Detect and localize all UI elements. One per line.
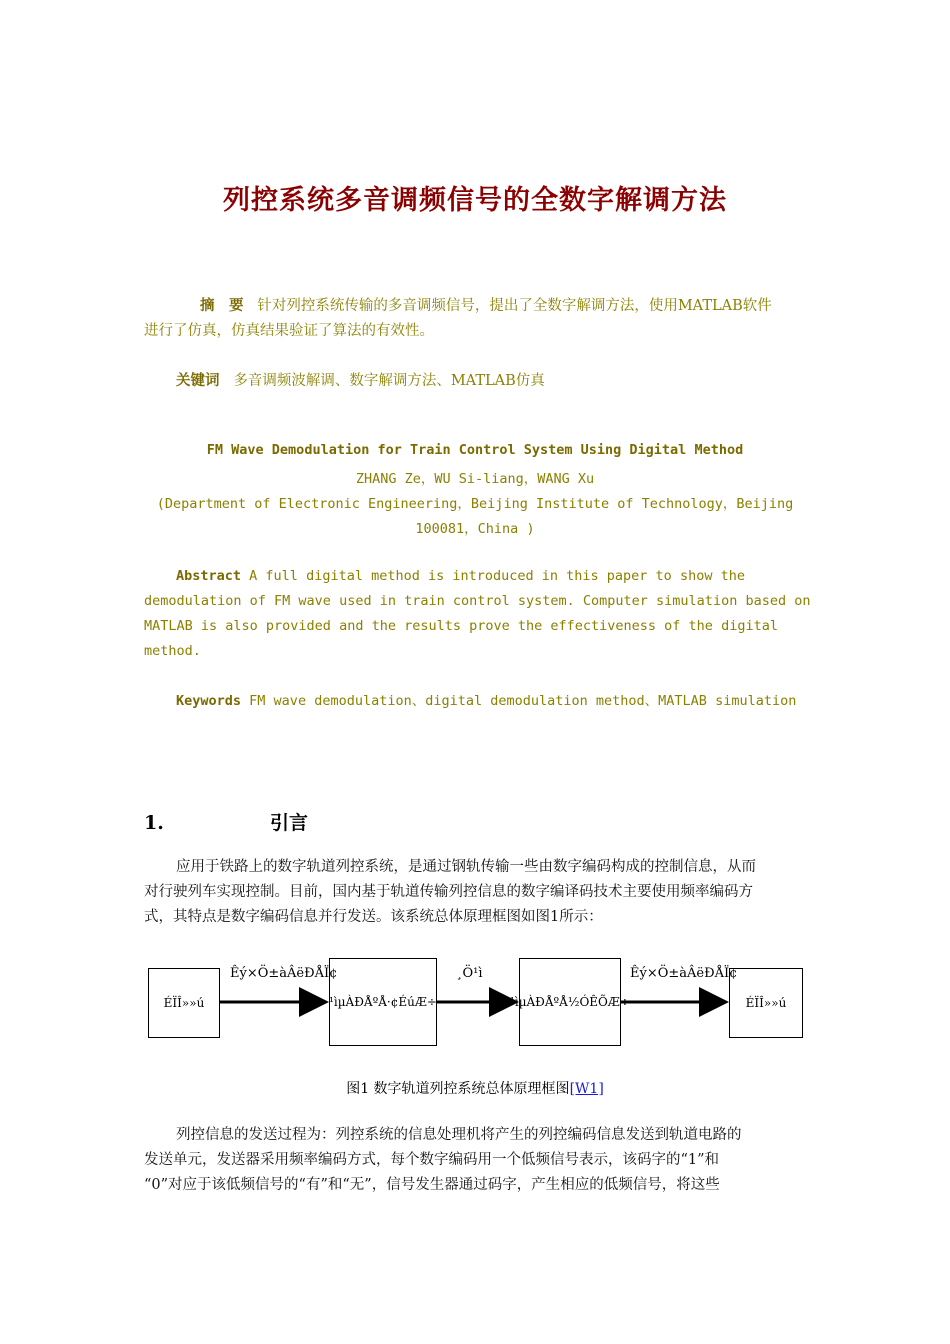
abstract-cn-line2: 进行了仿真，仿真结果验证了算法的有效性。 (144, 323, 434, 339)
section-number: 1. (144, 812, 164, 834)
english-keywords-text: FM wave demodulation、digital demodulation method、MATLAB simulation (249, 693, 797, 709)
para2-line1: 列控信息的发送过程为：列控系统的信息处理机将产生的列控编码信息发送到轨道电路的 (176, 1127, 742, 1143)
english-title: FM Wave Demodulation for Train Control System Using Digital Method (206, 442, 744, 458)
para1-line1: 应用于铁路上的数字轨道列控系统，是通过钢轨传输一些由数字编码构成的控制信息，从而 (176, 859, 756, 875)
figure-caption-link[interactable]: [W1] (569, 1081, 604, 1097)
para1-line2: 对行驶列车实现控制。目前，国内基于轨道传输列控信息的数字编译码技术主要使用频率编码方 (144, 884, 753, 900)
diagram-box-receiver: ¹ìµÀÐÅºÅ½ÓÊÕÆ÷ (519, 958, 621, 1046)
english-abstract-line4: method. (144, 643, 201, 659)
diagram-box-transmitter: ¹ìµÀÐÅºÅ·¢ÉúÆ÷ (329, 958, 437, 1046)
english-abstract-line2: demodulation of FM wave used in train control system. Computer simulation based on (144, 593, 811, 609)
english-keywords (176, 689, 816, 714)
english-authors: ZHANG Ze，WU Si-liang，WANG Xu (355, 471, 595, 487)
arrow-label-1: Êý×Ö±àÂëÐÅÏ¢ (230, 966, 338, 981)
figure1-diagram (140, 950, 820, 1060)
para2-line2: 发送单元，发送器采用频率编码方式，每个数字编码用一个低频信号表示，该码字的“1”和 (144, 1152, 720, 1168)
abstract-cn (144, 293, 808, 344)
diagram-box-host-1: ÉÏÎ»»ú (148, 968, 220, 1038)
section-title: 引言 (270, 812, 309, 834)
keywords-cn-text: 多音调频波解调、数字解调方法、MATLAB仿真 (233, 373, 545, 389)
para2-line3: “0”对应于该低频信号的“有”和“无”，信号发生器通过码字，产生相应的低频信号，将这些 (144, 1177, 720, 1193)
english-abstract-line3: MATLAB is also provided and the results prove the effectiveness of the digital (144, 618, 778, 634)
section1-paragraph (144, 855, 808, 930)
abstract-cn-line1: 针对列控系统传输的多音调频信号，提出了全数字解调方法，使用MATLAB软件 (257, 298, 772, 314)
english-affiliation-line2: 100081，China ) (415, 521, 535, 537)
english-keywords-label: Keywords (176, 693, 242, 709)
english-abstract-label: Abstract (176, 568, 242, 584)
english-abstract-line1: A full digital method is introduced in this paper to show the (249, 568, 745, 584)
arrow-label-3: Êý×Ö±àÂëÐÅÏ¢ (630, 966, 738, 981)
keywords-cn-label: 关键词 (176, 372, 220, 389)
keywords-cn (144, 368, 808, 394)
section-heading (144, 808, 308, 835)
para1-line3: 式，其特点是数字编码信息并行发送。该系统总体原理框图如图1所示： (144, 909, 603, 925)
english-abstract (144, 564, 814, 664)
abstract-cn-label: 摘 要 (200, 297, 244, 314)
english-affiliation-line1: (Department of Electronic Engineering，Beijing Institute of Technology，Beijing (156, 496, 794, 512)
diagram-box-host-2: ÉÏÎ»»ú (729, 968, 803, 1038)
figure-caption-text: 图1 数字轨道列控系统总体原理框图 (346, 1081, 570, 1097)
arrow-label-2: ¸Ö¹ì (456, 966, 483, 981)
paragraph-2 (144, 1123, 808, 1198)
figure-caption (0, 1078, 950, 1098)
paper-title: 列控系统多音调频信号的全数字解调方法 (223, 185, 727, 216)
